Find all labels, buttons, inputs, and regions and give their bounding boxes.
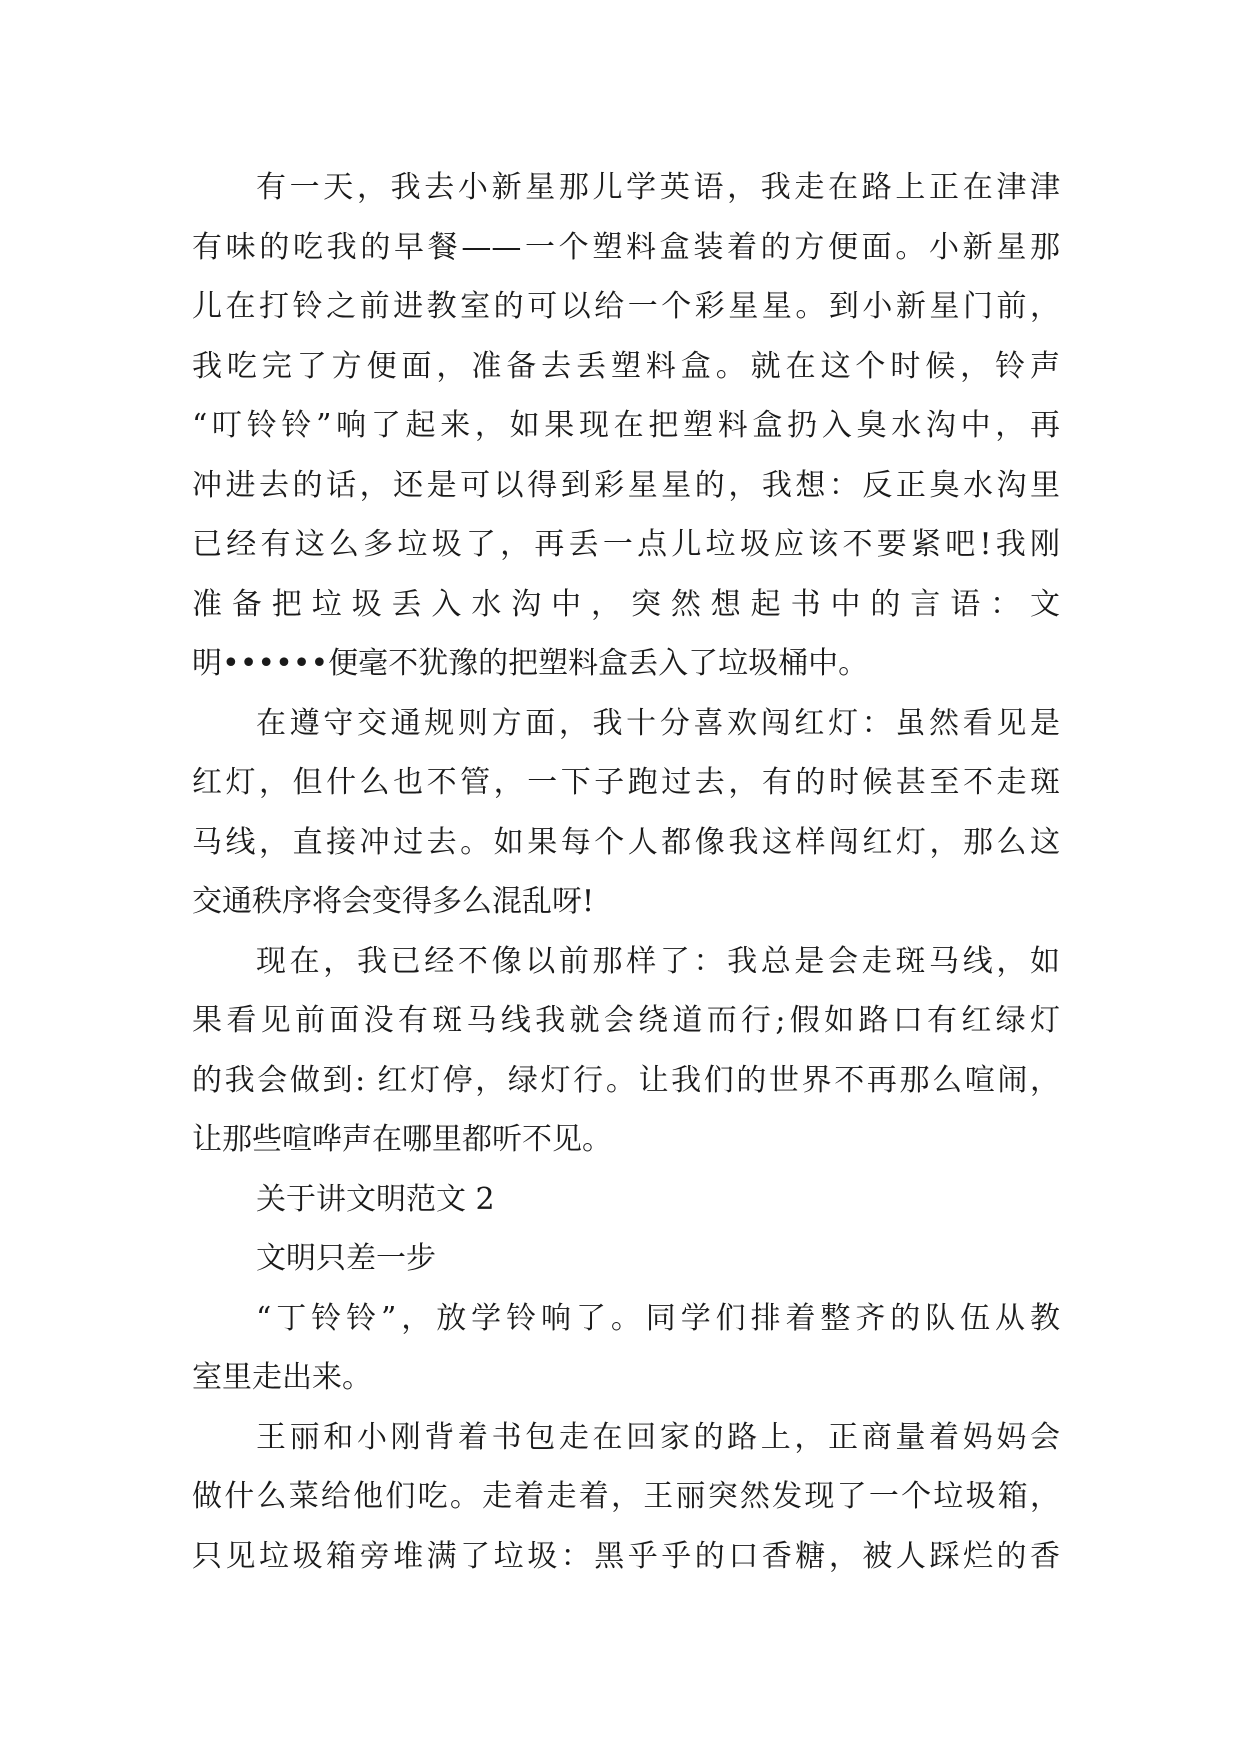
text-line: 已经有这么多垃圾了，再丢一点儿垃圾应该不要紧吧!我刚 — [192, 527, 1060, 562]
text-line: 红灯，但什么也不管，一下子跑过去，有的时候甚至不走斑 — [192, 765, 1060, 800]
document-body — [192, 158, 1060, 1586]
text-line: 有一天，我去小新星那儿学英语，我走在路上正在津津 — [256, 170, 1060, 205]
text-line: 关于讲文明范文 2 — [256, 1181, 495, 1217]
text-line: 只见垃圾箱旁堆满了垃圾：黑乎乎的口香糖，被人踩烂的香 — [192, 1538, 1060, 1574]
text-line: 冲进去的话，还是可以得到彩星星的，我想：反正臭水沟里 — [192, 467, 1060, 503]
text-line: 现在，我已经不像以前那样了：我总是会走斑马线，如 — [256, 943, 1060, 979]
text-line: 有味的吃我的早餐——一个塑料盒装着的方便面。小新星那 — [192, 229, 1060, 265]
text-line: 果看见前面没有斑马线我就会绕道而行;假如路口有红绿灯 — [192, 1003, 1060, 1038]
text-line: 让那些喧哗声在哪里都听不见。 — [192, 1122, 612, 1157]
text-line: “丁铃铃”，放学铃响了。同学们排着整齐的队伍从教 — [256, 1300, 1060, 1336]
text-line: 的我会做到: 红灯停，绿灯行。让我们的世界不再那么喧闹， — [192, 1062, 1060, 1098]
text-line: 王丽和小刚背着书包走在回家的路上，正商量着妈妈会 — [256, 1419, 1060, 1455]
text-line: 准备把垃圾丢入水沟中，突然想起书中的言语：文 — [192, 586, 1060, 622]
text-line: 文明只差一步 — [256, 1241, 436, 1276]
text-line: 我吃完了方便面，准备去丢塑料盒。就在这个时候，铃声 — [192, 348, 1060, 384]
text-line: 马线，直接冲过去。如果每个人都像我这样闯红灯，那么这 — [192, 824, 1060, 860]
text-line: “叮铃铃”响了起来，如果现在把塑料盒扔入臭水沟中，再 — [192, 408, 1060, 443]
text-line: 在遵守交通规则方面，我十分喜欢闯红灯：虽然看见是 — [256, 705, 1060, 741]
text-line: 交通秩序将会变得多么混乱呀! — [192, 884, 595, 919]
text-line: 做什么菜给他们吃。走着走着，王丽突然发现了一个垃圾箱， — [192, 1479, 1060, 1514]
text-line: 儿在打铃之前进教室的可以给一个彩星星。到小新星门前， — [192, 289, 1060, 324]
text-line: 室里走出来。 — [192, 1360, 372, 1395]
text-line: 明••••••便毫不犹豫的把塑料盒丢入了垃圾桶中。 — [192, 646, 869, 681]
